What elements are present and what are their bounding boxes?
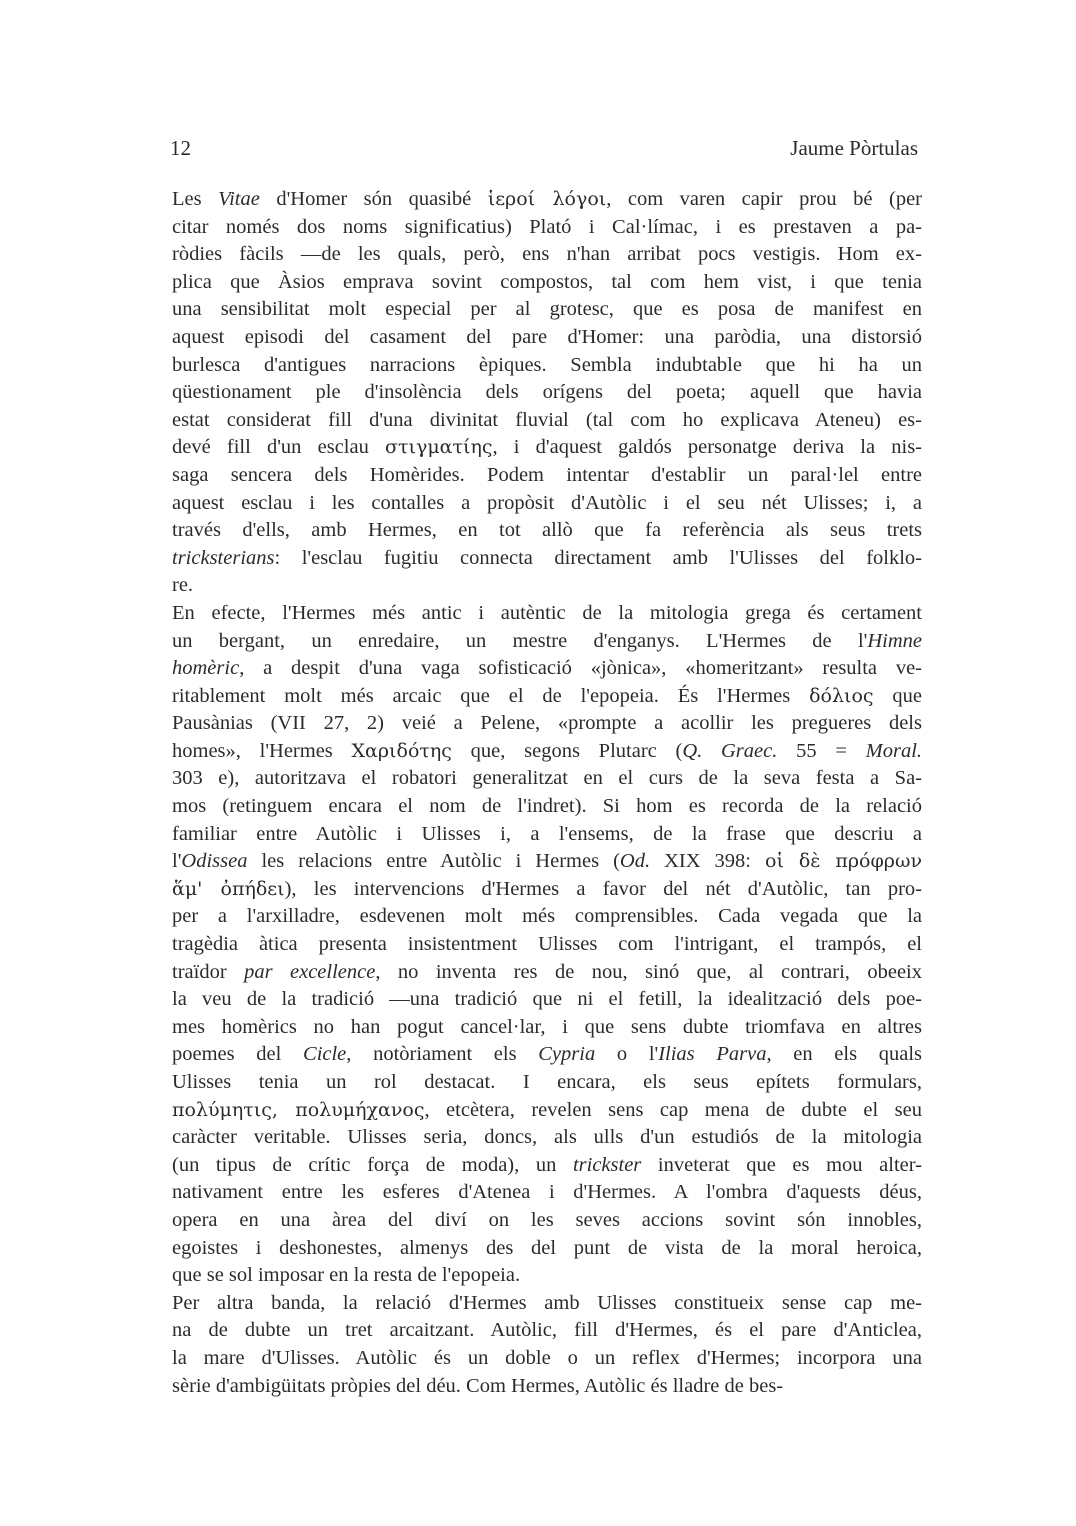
greek-text: στιγματίης bbox=[385, 436, 493, 459]
text-line: En efecte, l'Hermes més antic i autèntic de la mitologia grega és certament bbox=[172, 601, 922, 624]
text-line: ἅμ' ὀπήδει), les intervencions d'Hermes a favor del nét d'Autòlic, tan pro- bbox=[172, 877, 922, 900]
text-line: mos (retinguem encara el nom de l'indret). Si hom es recorda de la relació bbox=[172, 795, 922, 818]
text-line: tragèdia àtica presenta insistentment Ulisses com l'intrigant, el trampós, el bbox=[172, 933, 922, 956]
italic-text: Cypria bbox=[538, 1043, 596, 1066]
italic-text: Cicle bbox=[303, 1043, 347, 1066]
text-line: na de dubte un tret arcaitzant. Autòlic, fill d'Hermes, és el pare d'Anticlea, bbox=[172, 1319, 922, 1342]
italic-text: Himne bbox=[867, 629, 922, 652]
text-line: aquest esclau i les contalles a propòsit d'Autòlic i el seu nét Ulisses; i, a bbox=[172, 491, 922, 514]
text-line: través d'ells, amb Hermes, en tot allò que fa referència als seus trets bbox=[172, 519, 922, 542]
text-line: homes», l'Hermes Χαριδότης que, segons Plutarc (Q. Graec. 55 = Moral. bbox=[172, 739, 923, 762]
italic-text: Ilias Parva bbox=[658, 1043, 767, 1066]
running-head: Jaume Pòrtulas bbox=[790, 136, 918, 160]
text-line: nativament entre les esferes d'Atenea i d'Hermes. A l'ombra d'aquests déus, bbox=[172, 1181, 922, 1204]
text-line: Pausànias (VII 27, 2) veié a Pelene, «prompte a acollir les pregueres dels bbox=[172, 712, 922, 735]
text-line: poemes del Cicle, notòriament els Cypria o l'Ilias Parva, en els quals bbox=[172, 1043, 922, 1066]
page-number: 12 bbox=[170, 136, 191, 160]
text-line: πολύμητις, πολυμήχανος, etcètera, revelen sens cap mena de dubte el seu bbox=[172, 1098, 922, 1121]
italic-text: homèric bbox=[172, 657, 240, 680]
text-line: mes homèrics no han pogut cancel·lar, i que sens dubte triomfava en altres bbox=[172, 1015, 922, 1038]
body-text bbox=[172, 186, 922, 1400]
paragraph bbox=[172, 186, 922, 600]
italic-text: trickster bbox=[572, 1153, 642, 1176]
italic-text: Q. Graec. bbox=[682, 739, 778, 762]
text-line: una sensibilitat molt especial per al grotesc, que es posa de manifest en bbox=[172, 298, 922, 321]
text-line: saga sencera dels Homèrides. Podem intentar d'establir un paral·lel entre bbox=[172, 463, 922, 486]
text-line: familiar entre Autòlic i Ulisses i, a l'ensems, de la frase que descriu a bbox=[172, 822, 922, 845]
text-line: (un tipus de crític força de moda), un trickster inveterat que es mou alter- bbox=[172, 1153, 922, 1176]
greek-text: δόλιος bbox=[809, 684, 874, 707]
greek-text: ἅμ' ὀπήδει bbox=[172, 877, 285, 900]
italic-text: Moral. bbox=[865, 739, 923, 762]
text-line: homèric, a despit d'una vaga sofisticació «jònica», «homeritzant» resulta ve- bbox=[172, 657, 922, 680]
text-line: burlesca d'antigues narracions èpiques. Sembla indubtable que hi ha un bbox=[172, 353, 922, 376]
text-line: que se sol imposar en la resta de l'epopeia. bbox=[172, 1264, 521, 1287]
page-header bbox=[170, 136, 918, 166]
text-line: la mare d'Ulisses. Autòlic és un doble o un reflex d'Hermes; incorpora una bbox=[172, 1346, 922, 1369]
text-line: opera en una àrea del diví on les seves accions sovint són innobles, bbox=[172, 1208, 922, 1231]
text-line: Les Vitae d'Homer són quasibé ἱεροί λόγοι, com varen capir prou bé (per bbox=[172, 188, 923, 210]
text-line: tricksterians: l'esclau fugitiu connecta directament amb l'Ulisses del folklo- bbox=[172, 546, 922, 569]
text-line: la veu de la tradició —una tradició que ni el fetill, la idealització dels poe- bbox=[172, 988, 922, 1011]
text-line: aquest episodi del casament del pare d'Homer: una paròdia, una distorsió bbox=[172, 325, 922, 348]
text-line: l'Odissea les relacions entre Autòlic i Hermes (Od. XIX 398: οἱ δὲ πρόφρων bbox=[172, 850, 923, 873]
text-line: ròdies fàcils —de les quals, però, ens n'han arribat pocs vestigis. Hom ex- bbox=[172, 243, 922, 266]
paragraph bbox=[172, 1290, 922, 1400]
italic-text: Odissea bbox=[181, 850, 248, 873]
text-line: egoistes i deshonestes, almenys des del punt de vista de la moral heroica, bbox=[172, 1236, 922, 1259]
text-line: traïdor par excellence, no inventa res de nou, sinó que, al contrari, obeeix bbox=[172, 960, 922, 983]
text-line: devé fill d'un esclau στιγματίης, i d'aquest galdós personatge deriva la nis- bbox=[172, 436, 923, 459]
text-line: Per altra banda, la relació d'Hermes amb Ulisses constitueix sense cap me- bbox=[172, 1291, 922, 1314]
text-line: qüestionament ple d'insolència dels orígens del poeta; aquell que havia bbox=[172, 381, 922, 404]
greek-text: ἱεροί λόγοι bbox=[487, 188, 607, 210]
text-line: Ulisses tenia un rol destacat. I encara, els seus epítets formulars, bbox=[172, 1071, 922, 1093]
text-line: per a l'arxilladre, esdevenen molt més comprensibles. Cada vegada que la bbox=[172, 905, 922, 928]
italic-text: tricksterians bbox=[172, 546, 275, 569]
text-line: caràcter veritable. Ulisses seria, doncs, als ulls d'un estudiós de la mitologia bbox=[172, 1126, 922, 1149]
text-line: 303 e), autoritzava el robatori generalitzat en el curs de la seva festa a Sa- bbox=[172, 767, 922, 790]
text-line: sèrie d'ambigüitats pròpies del déu. Com Hermes, Autòlic és lladre de bes- bbox=[172, 1374, 784, 1397]
text-line: ritablement molt més arcaic que el de l'epopeia. És l'Hermes δόλιος que bbox=[172, 684, 922, 707]
text-line: re. bbox=[172, 574, 194, 597]
text-line: plica que Àsios emprava sovint compostos, tal com hem vist, i que tenia bbox=[172, 270, 922, 293]
italic-text: par excellence bbox=[244, 960, 376, 983]
greek-text: Χαριδότης bbox=[351, 739, 452, 762]
paragraph bbox=[172, 600, 922, 1290]
text-line: estat considerat fill d'una divinitat fluvial (tal com ho explicava Ateneu) es- bbox=[172, 408, 922, 431]
greek-text: οἱ δὲ πρόφρων bbox=[765, 850, 923, 873]
text-line: un bergant, un enredaire, un mestre d'enganys. L'Hermes de l'Himne bbox=[172, 629, 922, 652]
text-line: citar només dos noms significatius) Plató i Cal·límac, i es prestaven a pa- bbox=[172, 215, 922, 238]
italic-text: Vitae bbox=[218, 188, 260, 210]
greek-text: πολύμητις, πολυμήχανος bbox=[172, 1098, 425, 1121]
italic-text: Od. bbox=[619, 850, 651, 873]
